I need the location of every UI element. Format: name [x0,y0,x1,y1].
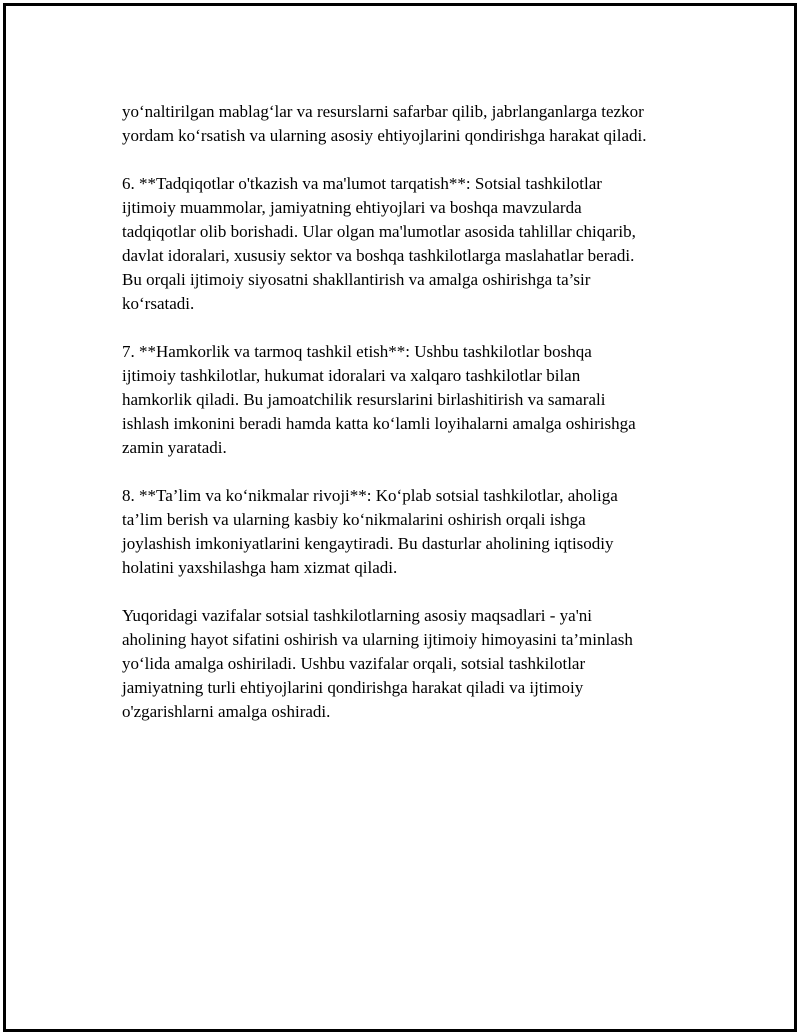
paragraph-continuation: yo‘naltirilgan mablag‘lar va resurslarni safarbar qilib, jabrlanganlarga tezkor yordam ko‘rsatish va ularning asosiy ehtiyojlarini qondirishga harakat qiladi. [122,102,647,145]
paragraph-cooperation: 7. **Hamkorlik va tarmoq tashkil etish**: Ushbu tashkilotlar boshqa ijtimoiy tashkilotlar, hukumat idoralari va xalqaro tashkilotlar bilan hamkorlik qiladi. Bu jamoatchilik resurslarini birlashitirish va samarali ishlash imkonini beradi hamda katta ko‘lamli loyihalarni amalga oshirishga zamin yaratadi. [122,342,636,457]
page-content [122,100,702,748]
page-frame [3,3,797,1032]
paragraph-research: 6. **Tadqiqotlar o'tkazish va ma'lumot tarqatish**: Sotsial tashkilotlar ijtimoiy muammolar, jamiyatning ehtiyojlari va boshqa mavzularda tadqiqotlar olib borishadi. Ular olgan ma'lumotlar asosida tahlillar chiqarib, davlat idoralari, xususiy sektor va boshqa tashkilotlarga maslahatlar beradi. Bu orqali ijtimoiy siyosatni shakllantirish va amalga oshirishga ta’sir ko‘rsatadi. [122,174,636,313]
paragraph-conclusion: Yuqoridagi vazifalar sotsial tashkilotlarning asosiy maqsadlari - ya'ni aholining hayot sifatini oshirish va ularning ijtimoiy himoyasini ta’minlash yo‘lida amalga oshiriladi. Ushbu vazifalar orqali, sotsial tashkilotlar jamiyatning turli ehtiyojlarini qondirishga harakat qiladi va ijtimoiy o'zgarishlarni amalga oshiradi. [122,606,633,721]
paragraph-education: 8. **Ta’lim va ko‘nikmalar rivoji**: Ko‘plab sotsial tashkilotlar, aholiga ta’lim berish va ularning kasbiy ko‘nikmalarini oshirish orqali ishga joylashish imkoniyatlarini kengaytiradi. Bu dasturlar aholining iqtisodiy holatini yaxshilashga ham xizmat qiladi. [122,486,618,577]
